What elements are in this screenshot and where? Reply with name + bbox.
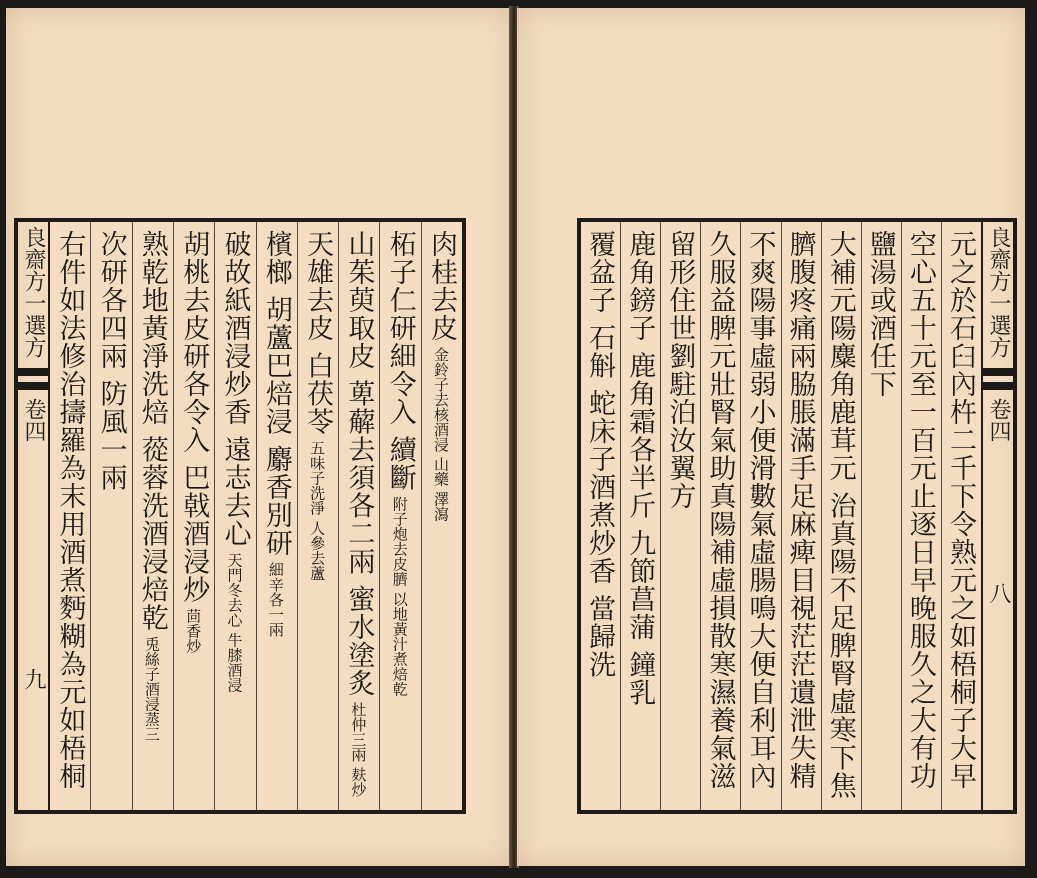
banxin-page-number: 九 xyxy=(21,668,46,690)
lower-entry-text: 兎絲子酒浸蒸三 xyxy=(142,631,161,742)
banxin-title: 良齋方一選方 xyxy=(21,226,46,358)
right-column xyxy=(741,222,781,810)
left-text-columns xyxy=(50,222,462,810)
column-text: 久服益脾元壯腎氣助真陽補虛損散寒濕養氣滋 xyxy=(704,230,736,790)
right-text-columns xyxy=(581,222,981,810)
left-column xyxy=(215,222,256,810)
lower-entry-text: 茴香炒 xyxy=(184,603,203,654)
left-page-frame xyxy=(14,218,466,814)
right-page-frame xyxy=(577,218,1017,814)
column-text: 元之於石臼內杵二千下令熟元之如梧桐子大早 xyxy=(945,230,976,790)
right-column xyxy=(822,222,862,810)
banxin-volume: 卷四 xyxy=(21,398,46,442)
column-text: 鹽湯或酒任下 xyxy=(864,230,896,398)
lower-entry-text: 杜仲三兩 麸炒 xyxy=(349,701,368,797)
column-text: 柘子仁研細令入 續斷 xyxy=(384,230,416,492)
lower-entry-text: 細辛各一兩 xyxy=(266,557,285,637)
right-column xyxy=(701,222,741,810)
column-text: 次研各四兩 防風一兩 xyxy=(95,230,127,492)
left-column xyxy=(298,222,339,810)
left-column xyxy=(133,222,174,810)
right-column xyxy=(782,222,822,810)
column-text: 天雄去皮 白茯苓 xyxy=(302,230,334,436)
right-page xyxy=(517,8,1025,866)
left-column xyxy=(339,222,380,810)
left-column xyxy=(422,222,462,810)
right-column xyxy=(862,222,902,810)
left-column xyxy=(174,222,215,810)
right-column xyxy=(661,222,701,810)
right-column xyxy=(942,222,981,810)
column-text: 破故紙酒浸炒香 遠志去心 xyxy=(219,230,251,548)
right-column xyxy=(902,222,942,810)
column-text: 檳榔 胡蘆巴焙浸 麝香別研 xyxy=(260,230,292,558)
lower-entry-text: 五味子洗淨 人參去蘆 xyxy=(308,435,327,581)
right-banxin xyxy=(981,222,1015,810)
fish-tail-mark xyxy=(983,368,1013,390)
lower-entry-text: 金鈴子去核酒浸 山藥 澤瀉 xyxy=(432,342,450,522)
right-column xyxy=(581,222,621,810)
left-column xyxy=(50,222,91,810)
banxin-volume: 卷四 xyxy=(986,398,1011,442)
column-text: 胡桃去皮研各令入 巴戟酒浸炒 xyxy=(178,230,210,604)
lower-entry-text: 天門冬去心 牛膝酒浸 xyxy=(225,547,244,693)
column-text: 肉桂去皮 xyxy=(426,230,457,342)
banxin-title: 良齋方一選方 xyxy=(986,226,1011,358)
column-text: 臍腹疼痛兩脇脹滿手足麻痺目視茫茫遺泄失精 xyxy=(784,230,816,790)
column-text: 鹿角鎊子 鹿角霜各半斤 九節菖蒲 鐘乳 xyxy=(624,230,656,707)
left-column xyxy=(91,222,132,810)
fish-tail-mark xyxy=(18,368,48,390)
column-text: 不爽陽事虛弱小便滑數氣虛腸鳴大便自利耳內 xyxy=(744,230,776,790)
banxin-page-number: 八 xyxy=(986,582,1011,604)
right-column xyxy=(621,222,661,810)
left-page xyxy=(6,8,511,866)
left-column xyxy=(257,222,298,810)
column-text: 右件如法修治擣羅為末用酒煮麪糊為元如梧桐 xyxy=(54,230,86,790)
left-banxin xyxy=(16,222,50,810)
column-text: 大補元陽麋角鹿茸元 治真陽不足脾腎虛寒下焦 xyxy=(824,230,856,800)
column-text: 留形住世劉駐泊汝翼方 xyxy=(664,230,696,510)
lower-entry-text: 附子炮去皮臍 以地黃汁煮焙乾 xyxy=(390,491,409,697)
column-text: 空心五十元至一百元止逐日早晚服久之大有功 xyxy=(904,230,936,790)
column-text: 覆盆子 石斛 蛇床子酒煮炒香 當歸洗 xyxy=(584,230,616,679)
column-text: 山茱萸取皮 萆薢去須各二兩 蜜水塗炙 xyxy=(343,230,375,698)
column-text: 熟乾地黃淨洗焙 蓯蓉洗酒浸焙乾 xyxy=(136,230,168,632)
left-column xyxy=(380,222,421,810)
